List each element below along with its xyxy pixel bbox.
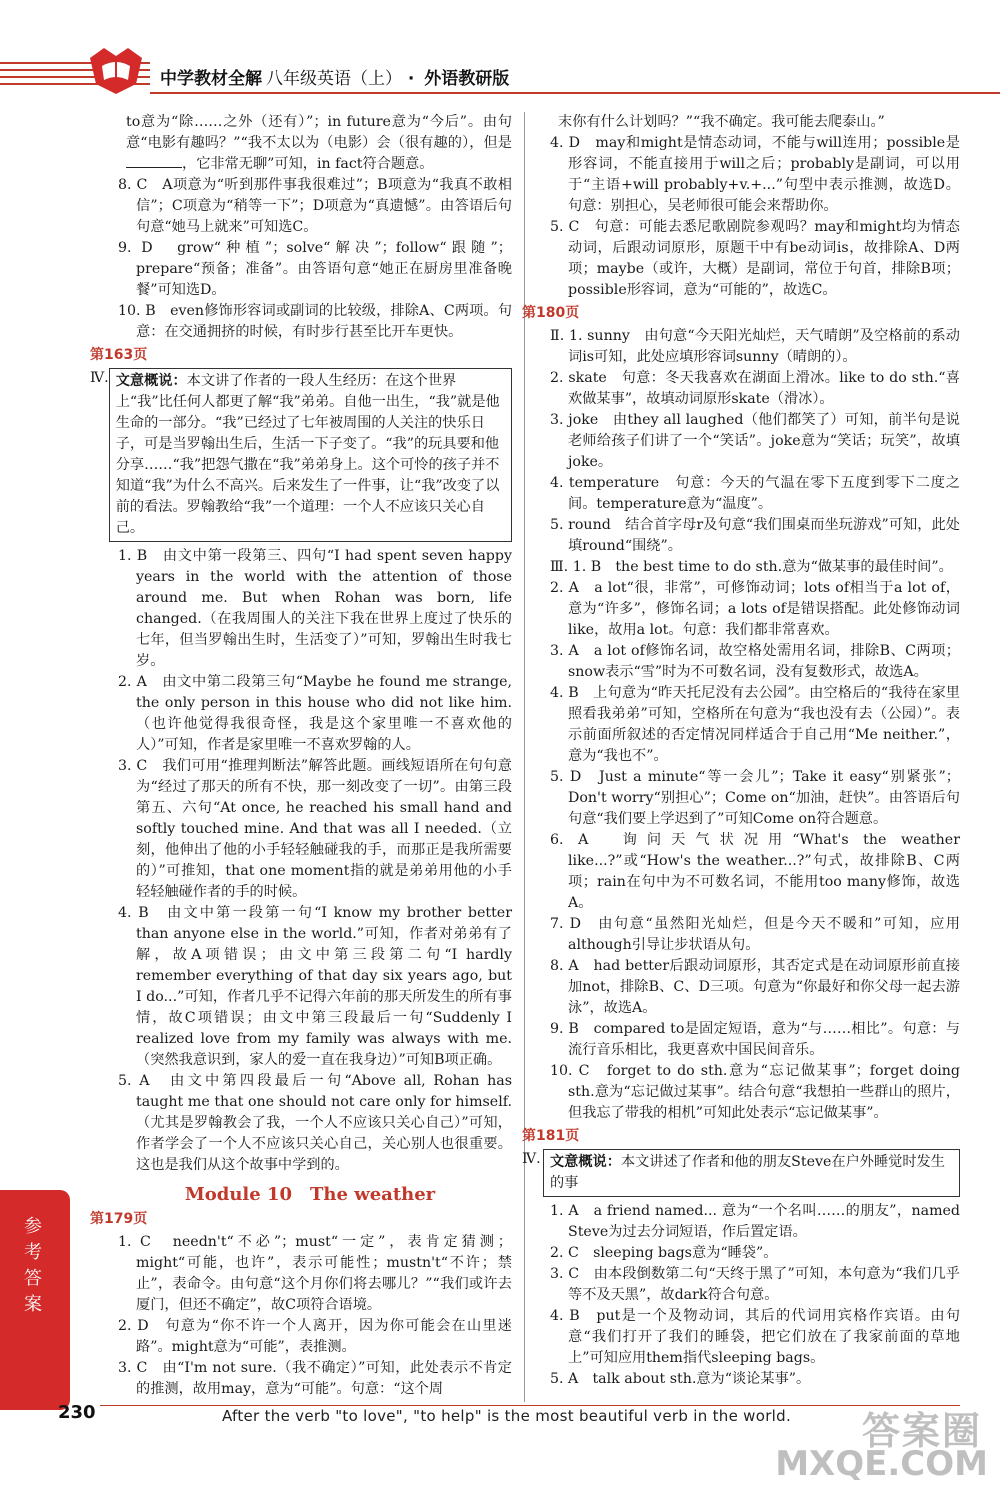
page-header: [0, 0, 1000, 100]
answer-item: Ⅲ. 1. B the best time to do sth.意为“做某事的最佳时间”。: [550, 559, 953, 575]
answer-item: 8. A had better后跟动词原形，其否定式是在动词原形前直接加not，排除B、C、D三项。句意为“你最好和你父母一起去游泳”，故选A。: [550, 958, 960, 1016]
answer-item: 4. B 由文中第一段第一句“I know my brother better than anyone else in the world.”可知，作者对弟弟有了解，故A项错误；由文中第三段第二句“I hardly remember everything of that day six years ago, but I do...”可知，作者几乎不记得六年前的那天所发生的所有事情，故C项错误；由文中第三段最后一句“Suddenly I realized love from my family was always with me.（突然我意识到，家人的爱一直在我身边）”可知B项正确。: [118, 905, 512, 1068]
intro-text: [108, 112, 512, 175]
answer-item: 4. D may和might是情态动词，不能与will连用；possible是形容词，不能直接用于will之后；probably是副词，可以用于“主语+will probably+v.+...”句型中表示推测，故选D。句意：别担心，吴老师很可能会来帮助你。: [550, 135, 960, 214]
answer-item: 5. round 结合首字母r及句意“我们围桌而坐玩游戏”可知，此处填round“围绕”。: [550, 517, 960, 554]
page-number: 230: [58, 1402, 96, 1423]
side-tab-label: 参考答案: [24, 1216, 42, 1315]
section-label: Ⅳ.: [522, 1151, 541, 1167]
section-4-right: [522, 1149, 960, 1201]
page-heading-163: 第163页: [90, 347, 148, 363]
page-heading-180: 第180页: [522, 305, 580, 321]
summary-label: 文意概说：: [549, 1154, 621, 1170]
header-rule: [150, 92, 1000, 94]
answer-continuation: 末你有什么计划吗？”“我不确定。我可能去爬泰山。”: [558, 114, 885, 130]
answer-item: 9. B compared to是固定短语，意为“与……相比”。句意：与流行音乐相比，我更喜欢中国民间音乐。: [550, 1021, 960, 1058]
summary-label: 文意概说：: [115, 373, 187, 389]
book-title: 中学教材全解: [160, 69, 262, 89]
intro-part-1: to意为“除……之外（还有）”；in future意为“今后”。由句意“电影有趣吗？”“我不太以为（电影）会（很有趣的），但是: [126, 114, 512, 151]
answer-item: 4. B put是一个及物动词，其后的代词用宾格作宾语。由句意“我们打开了我们的睡袋，把它们放在了我家前面的草地上”可知应用them指代sleeping bags。: [550, 1308, 960, 1366]
answer-item: 5. A 由文中第四段最后一句“Above all, Rohan has taught me that one should not care only for himself.（尤其是罗翰教会了我，一个人不应该只关心自己）”可知，作者学会了一个人不应该只关心自己，关心别人也很重要。这也是我们从这个故事中学到的。: [118, 1073, 512, 1173]
answer-item: 10. C forget to do sth.意为“忘记做某事”；forget doing sth.意为“忘记做过某事”。结合句意“我想拍一些群山的照片，但我忘了带我的相机”可知此处表示“忘记做某事”。: [550, 1063, 960, 1121]
answer-item: 8. C A项意为“听到那件事我很难过”；B项意为“我真不敢相信”；C项意为“稍等一下”；D项意为“真遗憾”。由答语后句句意“她马上就来”可知选C。: [118, 177, 512, 235]
answer-item: 1. A a friend named... 意为“一个名叫……的朋友”，named Steve为过去分词短语，作后置定语。: [550, 1203, 960, 1240]
watermark-url: MXQE.COM: [775, 1444, 988, 1484]
section-4: [90, 368, 512, 546]
answer-item: 2. A a lot“很，非常”，可修饰动词；lots of相当于a lot of，意为“许多”，修饰名词；a lots of是错误搭配。此处修饰动词like，故用a lot。句意：我们都非常喜欢。: [550, 580, 960, 638]
book-subtitle: 八年级英语（上）: [266, 69, 402, 89]
watermark: [775, 1400, 992, 1490]
summary-box: [543, 1149, 960, 1197]
answer-item: 10. B even修饰形容词或副词的比较级，排除A、C两项。句意：在交通拥挤的时候，有时步行甚至比开车更快。: [118, 303, 512, 340]
answer-blank: [126, 167, 182, 168]
intro-part-2: ，它非常无聊”可知，in fact符合题意。: [182, 156, 434, 172]
answer-item: 4. B 上句意为“昨天托尼没有去公园”。由空格后的“我待在家里照看我弟弟”可知，空格所在句意为“我也没有去（公园）”。表示前面所叙述的否定情况同样适合于自己用“Me neither.”，意为“我也不”。: [550, 685, 960, 764]
answer-item: 4. temperature 句意：今天的气温在零下五度到零下二度之间。temperature意为“温度”。: [550, 475, 960, 512]
page-heading-181: 第181页: [522, 1128, 580, 1144]
answer-item: Ⅱ. 1. sunny 由句意“今天阳光灿烂，天气晴朗”及空格前的系动词is可知，此处应填形容词sunny（晴朗的）。: [550, 328, 960, 365]
section-label: Ⅳ.: [90, 370, 109, 386]
summary-box: [109, 368, 512, 542]
answer-item: 3. A a lot of修饰名词，故空格处需用名词，排除B、C两项；snow表示“雪”时为不可数名词，没有复数形式，故选A。: [550, 643, 960, 680]
answer-item: 3. C 我们可用“推理判断法”解答此题。画线短语所在句句意为“经过了那天的所有不快，那一刻改变了一切”。由第三段第五、六句“At once, he reached his small hand and softly touched mine. And that was all I needed.（立刻，他伸出了他的小手轻轻触碰我的手，而那正是我所需要的）”可推知，that one moment指的就是弟弟用他的小手轻轻触碰作者的手的时候。: [118, 758, 512, 900]
answer-item: 5. D Just a minute“等一会儿”；Take it easy“别紧张”；Don't worry“别担心”；Come on“加油，赶快”。由答语后句句意“我们要上学迟到了”可知Come on符合题意。: [550, 769, 960, 827]
summary-text: 本文讲了作者的一段人生经历：在这个世界上“我”比任何人都更了解“我”弟弟。自他一出生，“我”就是他生命的一部分。“我”已经过了七年被周围的人关注的快乐日子，可是当罗翰出生后，生活一下子变了。“我”的玩具要和他分享……“我”把怨气撒在“我”弟弟身上。这个可怜的孩子并不知道“我”为什么不高兴。后来发生了一件事，让“我”改变了以前的看法。罗翰教给“我”一个道理：一个人不应该只关心自己。: [115, 373, 500, 536]
page-heading-179: 第179页: [90, 1211, 148, 1227]
answer-item: 6. A 询问天气状况用“What's the weather like...?”或“How's the weather...?”句式，故排除B、C两项；rain在句中为不可数名词，不能用too many修饰，故选A。: [550, 832, 960, 911]
answer-item: 7. D 由句意“虽然阳光灿烂，但是今天不暖和”可知，应用although引导让步状语从句。: [550, 916, 960, 953]
answer-item: 3. joke 由they all laughed（他们都笑了）可知，前半句是说老师给孩子们讲了一个“笑话”。joke意为“笑话；玩笑”，故填joke。: [550, 412, 960, 470]
answer-item: 2. C sleeping bags意为“睡袋”。: [550, 1245, 778, 1261]
answer-item: 5. C 句意：可能去悉尼歌剧院参观吗？may和might均为情态动词，后跟动词原形，原题干中有be动词is，故排除A、D两项；maybe（或许，大概）是副词，常位于句首，排除B项；possible形容词，意为“可能的”，故选C。: [550, 219, 960, 298]
book-logo-icon: [84, 44, 148, 100]
answer-item: 2. skate 句意：冬天我喜欢在湖面上滑冰。like to do sth.“喜欢做某事”，故填动词原形skate（滑冰）。: [550, 370, 960, 407]
answer-item: 9. D grow“种植”；solve“解决”；follow“跟随”；prepare“预备；准备”。由答语句意“她正在厨房里准备晚餐”可知选D。: [118, 240, 512, 298]
watermark-logo-text: 答案圈: [861, 1409, 982, 1453]
answer-item: 1. B 由文中第一段第三、四句“I had spent seven happy years in the world with the attention of those around me. But when Rohan was born, life changed.（在我周围人的关注下我在世界上度过了快乐的七年，但当罗翰出生时，生活变了）”可知，罗翰出生时我七岁。: [118, 548, 512, 669]
summary-text: 本文讲述了作者和他的朋友Steve在户外睡觉时发生的事: [549, 1154, 945, 1191]
reference-answers-tab: [0, 1190, 70, 1410]
answer-item: 3. C 由本段倒数第二句“天终于黑了”可知，本句意为“我们几乎等不及天黑”，故dark符合句意。: [550, 1266, 960, 1303]
left-column: [90, 112, 512, 1400]
module-heading: Module 10 The weather: [184, 1184, 436, 1205]
answer-item: 2. A 由文中第二段第三句“Maybe he found me strange, the only person in this house who did not like him.（也许他觉得我很奇怪，我是这个家里唯一不喜欢他的人）”可知，作者是家里唯一不喜欢罗翰的人。: [118, 674, 512, 753]
answer-item: 1. C needn't“不必”；must“一定”，表肯定猜测；might“可能，也许”，表示可能性；mustn't“不许；禁止”，表命令。由句意“这个月你们将去哪儿？”“我们或许去厦门，但还不确定”，故C项符合语境。: [118, 1234, 512, 1313]
footer-quote: After the verb "to love", "to help" is the most beautiful verb in the world.: [222, 1407, 792, 1425]
answer-item: 3. C 由“I'm not sure.（我不确定）”可知，此处表示不肯定的推测，故用may，意为“可能”。句意：“这个周: [118, 1360, 512, 1397]
header-title: 中学教材全解 八年级英语（上） · 外语教研版: [160, 69, 510, 89]
right-column: [522, 112, 960, 1390]
publisher-label: 外语教研版: [424, 69, 510, 89]
answer-item: 5. A talk about sth.意为“谈论某事”。: [550, 1371, 811, 1387]
answer-item: 2. D 句意为“你不许一个人离开，因为你可能会在山里迷路”。might意为“可能”，表推测。: [118, 1318, 512, 1355]
